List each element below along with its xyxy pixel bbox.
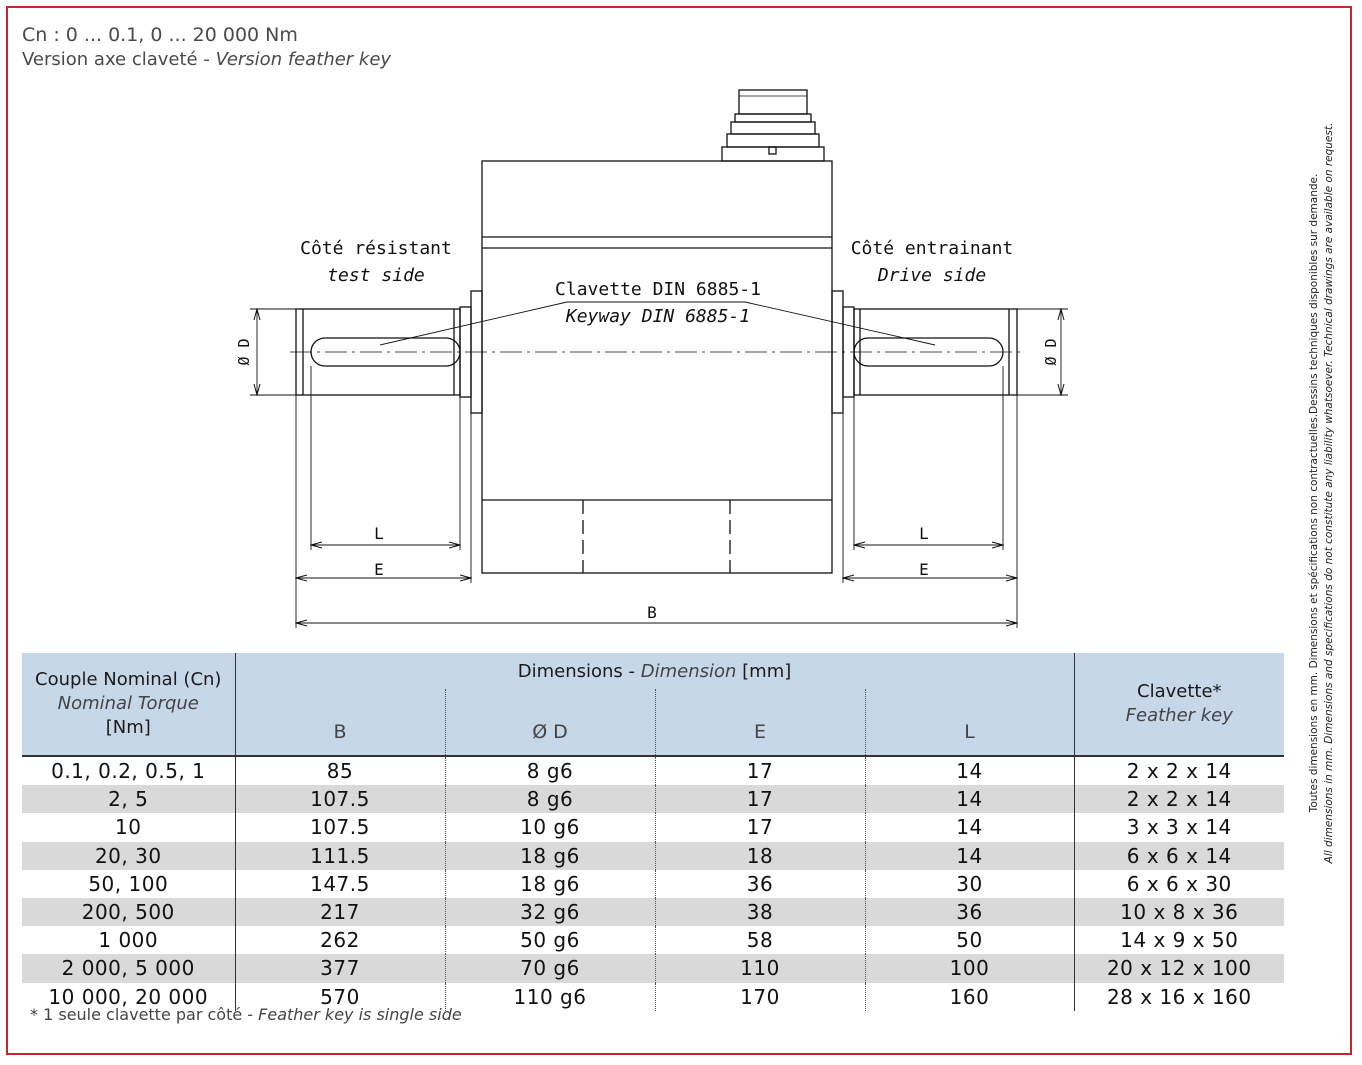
cell-l: 14	[956, 759, 983, 784]
header-col-d: Ø D	[445, 689, 655, 756]
cell-e: 36	[655, 870, 865, 898]
header-nominal-torque-fr: Couple Nominal (Cn)	[35, 669, 222, 690]
cell-b: 85	[235, 756, 445, 785]
dim-e-right-label: E	[919, 560, 929, 579]
cell-feather-key: 2 x 2 x 14	[1074, 756, 1284, 785]
cell-b: 107.5	[235, 785, 445, 813]
cell-b: 111.5	[235, 842, 445, 870]
cell-feather-key: 28 x 16 x 160	[1074, 983, 1284, 1011]
cell-e: 18	[655, 842, 865, 870]
header-feather-key-en: Feather key	[1125, 705, 1233, 726]
footnote	[30, 1005, 462, 1024]
header-nominal-torque	[22, 653, 235, 756]
header-nominal-torque-en: Nominal Torque	[57, 693, 199, 714]
cell-d: 18 g6	[445, 842, 655, 870]
cell-b: 147.5	[235, 870, 445, 898]
cell-feather-key: 3 x 3 x 14	[1074, 813, 1284, 841]
cell-l: 36	[865, 898, 1074, 926]
cell-feather-key: 14 x 9 x 50	[1074, 926, 1284, 954]
cell-e: 170	[655, 983, 865, 1011]
header-dimensions-en: Dimension	[640, 660, 737, 682]
table-row	[22, 785, 1284, 813]
table-row	[22, 813, 1284, 841]
dim-e-left-label: E	[374, 560, 384, 579]
cell-nominal-torque: 0.1, 0.2, 0.5, 1	[22, 756, 235, 785]
cell-l: 30	[956, 871, 983, 896]
cell-b: 107.5	[235, 813, 445, 841]
dim-l-right-label: L	[919, 524, 929, 543]
cell-nominal-torque: 20, 30	[22, 842, 235, 870]
dimensions-table	[22, 653, 1284, 1011]
dim-b-label: B	[647, 603, 657, 622]
connector-shape	[722, 90, 824, 161]
cell-nominal-torque: 10 000, 20 000	[22, 983, 235, 1011]
test-side-label-en: test side	[327, 265, 425, 286]
cell-d: 70 g6	[445, 954, 655, 982]
table-row	[22, 954, 1284, 982]
dim-d-left-label: Ø D	[235, 338, 253, 366]
cell-d: 10 g6	[445, 813, 655, 841]
header-dimensions-fr: Dimensions -	[517, 660, 641, 682]
cell-e: 17	[655, 813, 865, 841]
header-nominal-torque-unit: [Nm]	[105, 717, 151, 738]
cell-l: 50	[956, 928, 983, 953]
cell-d: 8 g6	[445, 785, 655, 813]
cell-b: 217	[235, 898, 445, 926]
dimensions-table-body	[22, 756, 1284, 1011]
cell-l: 14	[865, 785, 1074, 813]
range-title: Cn : 0 ... 0.1, 0 ... 20 000 Nm	[22, 24, 298, 46]
cell-nominal-torque: 200, 500	[22, 898, 235, 926]
table-row	[22, 842, 1284, 870]
test-side-label-fr: Côté résistant	[300, 238, 452, 259]
header-dimensions	[235, 653, 1074, 689]
disclaimer-fr: Toutes dimensions en mm. Dimensions et spécifications non contractuelles.Dessins techniques disponibles sur demande.	[1308, 173, 1320, 813]
cell-e: 38	[655, 898, 865, 926]
keyway-label-fr: Clavette DIN 6885-1	[555, 279, 761, 300]
extension-lines	[250, 309, 1068, 628]
dim-l-left-label: L	[374, 524, 384, 543]
header-feather-key	[1074, 653, 1284, 756]
cell-b: 262	[235, 926, 445, 954]
dim-d-right-label: Ø D	[1042, 338, 1060, 366]
header-col-b: B	[235, 689, 445, 756]
header-feather-key-fr: Clavette*	[1137, 681, 1222, 702]
drive-side-label-en: Drive side	[877, 265, 987, 286]
cell-l: 160	[949, 984, 990, 1009]
disclaimer-en: All dimensions in mm. Dimensions and specifications do not constitute any liability whatsoever. Technical drawings are available on request.	[1323, 122, 1335, 864]
cell-l: 100	[865, 954, 1074, 982]
cell-e: 58	[655, 926, 865, 954]
cell-nominal-torque: 1 000	[22, 926, 235, 954]
cell-e: 110	[655, 954, 865, 982]
cell-nominal-torque: 10	[22, 813, 235, 841]
cell-l: 14	[956, 815, 983, 840]
cell-nominal-torque: 50, 100	[22, 870, 235, 898]
cell-feather-key: 6 x 6 x 14	[1074, 842, 1284, 870]
table-row	[22, 756, 1284, 785]
cell-nominal-torque: 2 000, 5 000	[22, 954, 235, 982]
disclaimer-note	[1307, 113, 1337, 873]
cell-d: 110 g6	[445, 983, 655, 1011]
footnote-fr: * 1 seule clavette par côté -	[30, 1005, 259, 1024]
table-row	[22, 898, 1284, 926]
header-col-l: L	[865, 689, 1074, 756]
drive-side-label-fr: Côté entrainant	[850, 238, 1014, 259]
header-dimensions-unit: [mm]	[736, 660, 792, 682]
cell-e: 17	[655, 756, 865, 785]
cell-feather-key: 20 x 12 x 100	[1074, 954, 1284, 982]
cell-nominal-torque: 2, 5	[22, 785, 235, 813]
header-col-e: E	[655, 689, 865, 756]
cell-feather-key: 10 x 8 x 36	[1074, 898, 1284, 926]
cell-d: 18 g6	[445, 870, 655, 898]
sensor-body-shape	[482, 161, 832, 573]
cell-feather-key: 6 x 6 x 30	[1074, 870, 1284, 898]
footnote-en: Feather key is single side	[258, 1005, 462, 1024]
cell-l: 14	[865, 842, 1074, 870]
table-row	[22, 926, 1284, 954]
cell-d: 50 g6	[445, 926, 655, 954]
keyway-label-en: Keyway DIN 6885-1	[565, 306, 751, 327]
version-fr: Version axe claveté -	[22, 49, 216, 70]
cell-e: 17	[655, 785, 865, 813]
cell-d: 32 g6	[445, 898, 655, 926]
cell-b: 570	[235, 983, 445, 1011]
version-en: Version feather key	[215, 49, 392, 70]
cell-b: 377	[235, 954, 445, 982]
cell-feather-key: 2 x 2 x 14	[1074, 785, 1284, 813]
cell-d: 8 g6	[445, 756, 655, 785]
table-row	[22, 870, 1284, 898]
